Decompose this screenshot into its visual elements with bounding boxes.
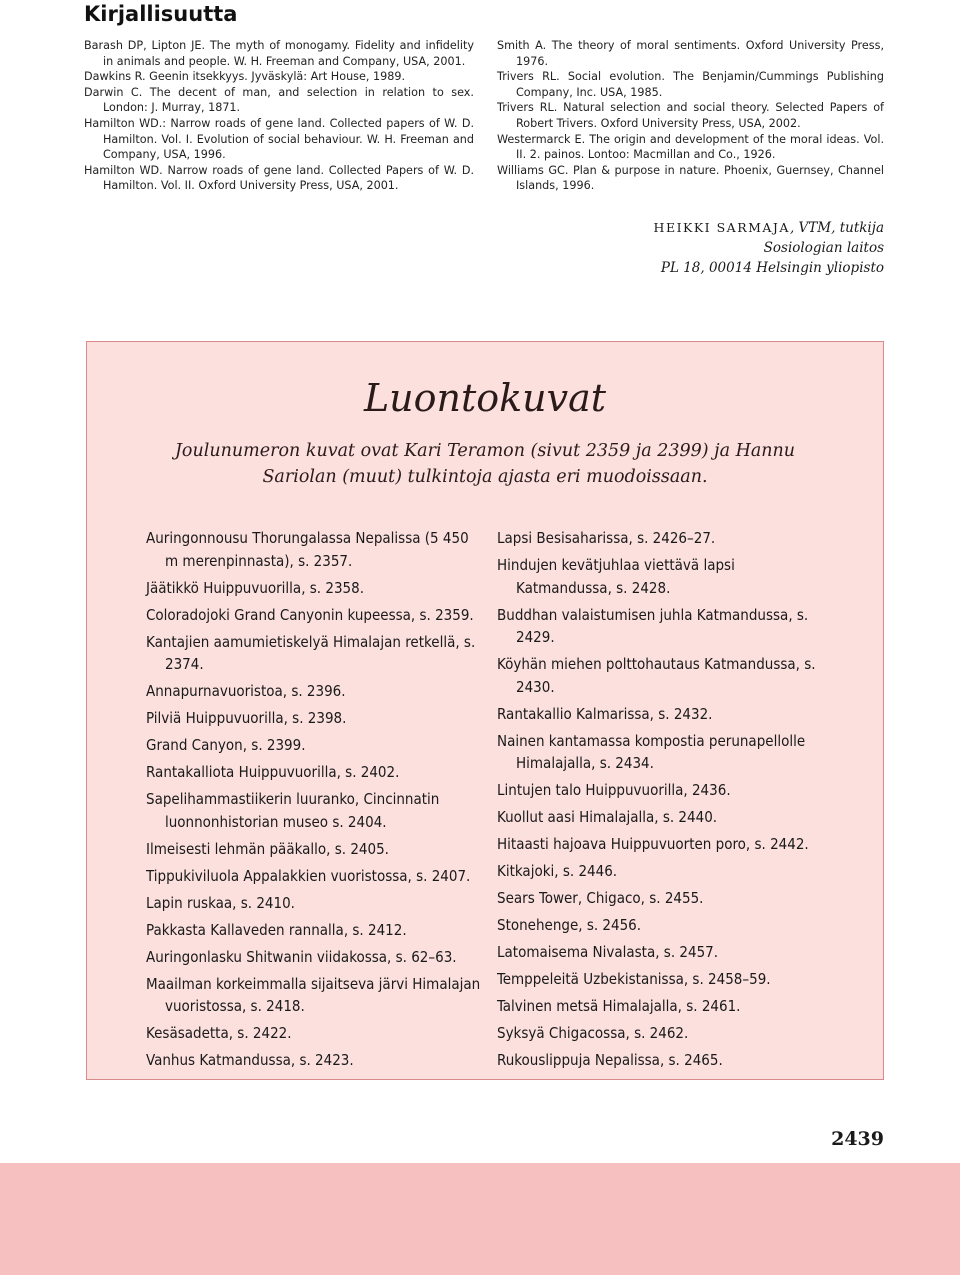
photo-item: Auringonlasku Shitwanin viidakossa, s. 62–63. xyxy=(146,947,457,966)
author-address: PL 18, 00014 Helsingin yliopisto xyxy=(660,260,884,276)
photo-item: Vanhus Katmandussa, s. 2423. xyxy=(146,1051,354,1069)
reference-item: Smith A. The theory of moral sentiments. Oxford University Press, 1976. xyxy=(497,39,884,68)
photo-item: Grand Canyon, s. 2399. xyxy=(146,736,306,754)
reference-item: Barash DP, Lipton JE. The myth of monogamy. Fidelity and infidelity in animals and people. W. H. Freeman and Company, USA, 2001. xyxy=(84,39,474,68)
photo-item: Annapurnavuoristoa, s. 2396. xyxy=(146,682,346,700)
photo-item: Pakkasta Kallaveden rannalla, s. 2412. xyxy=(146,920,407,939)
author-title: , VTM, tutkija xyxy=(789,220,884,236)
photo-item: Tippukiviluola Appalakkien vuoristossa, s. 2407. xyxy=(146,866,471,885)
photo-item: Stonehenge, s. 2456. xyxy=(497,916,642,934)
photo-item: Auringonnousu Thorungalassa Nepalissa (5 450 m merenpinnasta), s. 2357. xyxy=(146,529,469,570)
photo-item: Lintujen talo Huippuvuorilla, 2436. xyxy=(497,781,731,799)
photo-item: Hindujen kevätjuhlaa viettävä lapsi Katmandussa, s. 2428. xyxy=(497,556,735,597)
photo-item: Rukouslippuja Nepalissa, s. 2465. xyxy=(497,1051,723,1069)
reference-item: Williams GC. Plan & purpose in nature. Phoenix, Guernsey, Channel Islands, 1996. xyxy=(497,163,884,193)
reference-item: Dawkins R. Geenin itsekkyys. Jyväskylä: Art House, 1989. xyxy=(84,70,406,84)
photo-item: Ilmeisesti lehmän pääkallo, s. 2405. xyxy=(146,839,389,858)
photo-item: Latomaisema Nivalasta, s. 2457. xyxy=(497,943,719,961)
photo-item: Rantakallio Kalmarissa, s. 2432. xyxy=(497,704,713,723)
photo-item: Sapelihammastiikerin luuranko, Cincinnatin luonnonhistorian museo s. 2404. xyxy=(146,790,440,831)
photo-item: Kesäsadetta, s. 2422. xyxy=(146,1024,292,1042)
reference-item: Hamilton WD. Narrow roads of gene land. Collected Papers of W. D. Hamilton. Vol. II. Oxford University Press, USA, 2001. xyxy=(84,163,474,193)
references-list-right xyxy=(497,38,884,194)
references-heading: Kirjallisuutta xyxy=(84,2,238,26)
photo-item: Kuollut aasi Himalajalla, s. 2440. xyxy=(497,808,718,826)
photo-item: Temppeleitä Uzbekistanissa, s. 2458–59. xyxy=(497,970,771,988)
photo-item: Talvinen metsä Himalajalla, s. 2461. xyxy=(497,997,741,1015)
photo-item: Köyhän miehen polttohautaus Katmandussa, s. 2430. xyxy=(497,655,816,696)
references-list-left xyxy=(84,38,474,194)
footer-band xyxy=(0,1163,960,1275)
photo-item: Kitkajoki, s. 2446. xyxy=(497,862,618,880)
page-number: 2439 xyxy=(831,1128,884,1150)
reference-item: Westermarck E. The origin and development of the moral ideas. Vol. II. 2. painos. Lontoo: Macmillan and Co., 1926. xyxy=(497,132,884,162)
photo-item: Hitaasti hajoava Huippuvuorten poro, s. 2442. xyxy=(497,835,809,853)
photo-item: Pilviä Huippuvuorilla, s. 2398. xyxy=(146,709,347,727)
photo-item: Maailman korkeimmalla sijaitseva järvi Himalajan vuoristossa, s. 2418. xyxy=(146,974,481,1015)
photo-item: Rantakalliota Huippuvuorilla, s. 2402. xyxy=(146,763,400,781)
photo-item: Buddhan valaistumisen juhla Katmandussa, s. 2429. xyxy=(497,605,809,646)
author-department: Sosiologian laitos xyxy=(763,240,884,256)
author-line xyxy=(654,218,884,238)
reference-item: Hamilton WD.: Narrow roads of gene land. Collected papers of W. D. Hamilton. Vol. I. Evolution of social behaviour. W. H. Freeman and Company, USA, 1996. xyxy=(84,116,474,162)
box-subtitle: Joulunumeron kuvat ovat Kari Teramon (sivut 2359 ja 2399) ja Hannu Sariolan (muut) tulkintoja ajasta eri muodoissaan. xyxy=(174,441,796,487)
photo-item: Lapin ruskaa, s. 2410. xyxy=(146,893,295,912)
photo-item: Lapsi Besisaharissa, s. 2426–27. xyxy=(497,529,716,547)
box-title: Luontokuvat xyxy=(363,376,607,420)
photo-item: Coloradojoki Grand Canyonin kupeessa, s. 2359. xyxy=(146,605,474,624)
photo-item: Jäätikkö Huippuvuorilla, s. 2358. xyxy=(146,578,364,597)
reference-item: Darwin C. The decent of man, and selection in relation to sex. London: J. Murray, 1871. xyxy=(84,85,474,115)
photo-item: Syksyä Chigacossa, s. 2462. xyxy=(497,1024,689,1042)
photo-list-right xyxy=(497,527,827,1076)
photo-credits-box xyxy=(86,341,884,1080)
reference-item: Trivers RL. Social evolution. The Benjamin/Cummings Publishing Company, Inc. USA, 1985. xyxy=(497,70,884,99)
photo-item: Kantajien aamumietiskelyä Himalajan retkellä, s. 2374. xyxy=(146,632,476,673)
author-name: HEIKKI SARMAJA xyxy=(653,220,790,235)
photo-item: Sears Tower, Chigaco, s. 2455. xyxy=(497,889,704,907)
photo-list-left xyxy=(146,527,486,1076)
reference-item: Trivers RL. Natural selection and social theory. Selected Papers of Robert Trivers. Oxford University Press, USA, 2002. xyxy=(497,101,884,130)
photo-item: Nainen kantamassa kompostia perunapellolle Himalajalla, s. 2434. xyxy=(497,731,806,772)
author-block xyxy=(654,218,884,278)
